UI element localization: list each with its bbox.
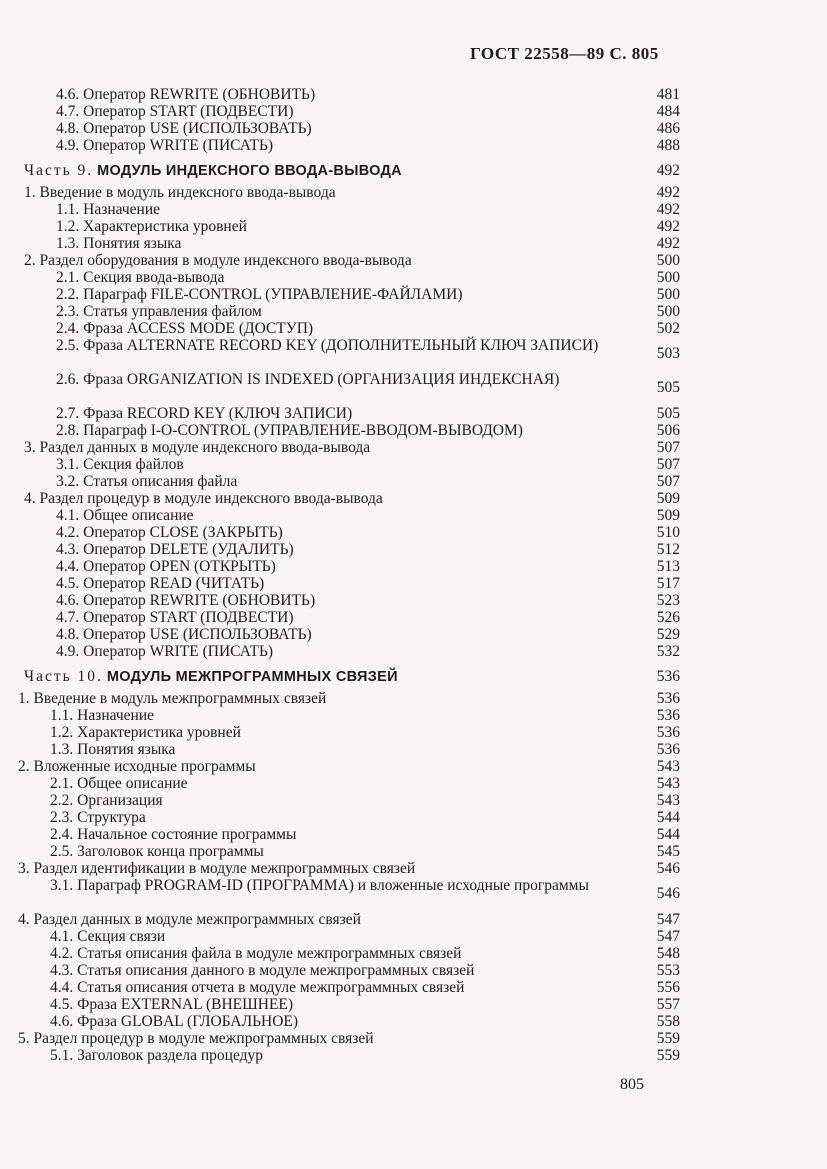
toc-entry-page: 505 [656,379,680,396]
toc-entry-page: 559 [656,1030,680,1047]
toc-entry [0,120,827,137]
toc-entry-title: 4.5. Фраза EXTERNAL (ВНЕШНЕЕ) [50,996,294,1013]
toc-entry-page: 543 [656,758,680,775]
toc-entry-page: 543 [656,775,680,792]
toc-entry-page: 559 [656,1047,680,1064]
toc-entry [0,558,827,575]
toc-entry-page: 507 [656,473,680,490]
toc-entry [0,541,827,558]
toc-entry-title: 4.5. Оператор READ (ЧИТАТЬ) [56,575,265,592]
toc-entry [0,456,827,473]
toc-entry-title: 1.1. Назначение [56,201,161,218]
toc-entry-title: 4.1. Секция связи [50,928,166,945]
toc-entry-title: 1.2. Характеристика уровней [50,724,241,741]
toc-entry-title: 2.4. Фраза ACCESS MODE (ДОСТУП) [56,320,314,337]
toc-entry-page: 557 [656,996,680,1013]
toc-entry-page: 544 [656,809,680,826]
toc-entry [0,252,827,269]
toc-entry-title: 4.1. Общее описание [56,507,194,524]
toc-entry-page: 500 [656,252,680,269]
toc-entry-title: 4.8. Оператор USE (ИСПОЛЬЗОВАТЬ) [56,626,312,643]
toc-entry [0,996,827,1013]
toc-entry [0,86,827,103]
toc-entry-page: 558 [656,1013,680,1030]
toc-entry-page: 546 [656,885,680,902]
toc-entry [0,758,827,775]
toc-entry [0,626,827,643]
toc-entry-title: 2.5. Фраза ALTERNATE RECORD KEY (ДОПОЛНИТЕЛЬНЫЙ КЛЮЧ ЗАПИСИ) [56,337,599,354]
toc-entry [0,507,827,524]
toc-entry-page: 502 [656,320,680,337]
toc-entry [0,1030,827,1047]
toc-part-title [24,664,398,690]
toc-entry-title: 2.1. Секция ввода-вывода [56,269,225,286]
toc-entry-page: 547 [656,911,680,928]
toc-entry-page: 486 [656,120,680,137]
toc-entry-title: 3.1. Секция файлов [56,456,184,473]
toc-entry-page: 532 [656,643,680,660]
toc-entry [0,860,827,877]
toc-entry-page: 500 [656,286,680,303]
toc-entry-page: 492 [656,218,680,235]
toc-entry-page: 510 [656,524,680,541]
toc-entry-title: 3. Раздел идентификации в модуле межпрограммных связей [18,860,416,877]
toc-entry-title: 4.9. Оператор WRITE (ПИСАТЬ) [56,643,274,660]
toc-entry [0,405,827,422]
toc-entry [0,490,827,507]
toc-entry [0,843,827,860]
toc-entry-title: 2.3. Статья управления файлом [56,303,262,320]
toc-entry-page: 507 [656,439,680,456]
toc-entry [0,945,827,962]
toc-entry-title: 1. Введение в модуль межпрограммных связей [18,690,327,707]
toc-entry-page: 536 [656,707,680,724]
toc-entry [0,218,827,235]
toc-entry-title: 3. Раздел данных в модуле индексного ввода-вывода [24,439,371,456]
toc-part-heading [0,158,827,184]
toc-entry [0,741,827,758]
toc-entry [0,235,827,252]
toc-entry-title: 2.3. Структура [50,809,146,826]
toc-entry-page: 492 [656,201,680,218]
toc-entry-title: 2.6. Фраза ORGANIZATION IS INDEXED (ОРГАНИЗАЦИЯ ИНДЕКСНАЯ) [56,371,560,388]
toc-entry-title: 1.2. Характеристика уровней [56,218,247,235]
toc-entry [0,303,827,320]
toc-entry-title: 5. Раздел процедур в модуле межпрограммных связей [18,1030,374,1047]
toc-entry-title: 5.1. Заголовок раздела процедур [50,1047,264,1064]
toc-entry [0,473,827,490]
toc-entry [0,184,827,201]
toc-entry [0,707,827,724]
toc-entry-page: 536 [656,741,680,758]
toc-entry [0,337,827,371]
toc-entry [0,911,827,928]
toc-entry [0,137,827,154]
toc-entry-page: 507 [656,456,680,473]
toc-entry-page: 556 [656,979,680,996]
toc-entry-title: 4.6. Оператор REWRITE (ОБНОВИТЬ) [56,592,316,609]
toc-entry-page: 543 [656,792,680,809]
toc-entry-page: 545 [656,843,680,860]
toc-entry-page: 505 [656,405,680,422]
toc-entry-page: 523 [656,592,680,609]
toc-entry-title: 2.5. Заголовок конца программы [50,843,264,860]
toc-entry-title: 2.2. Параграф FILE-CONTROL (УПРАВЛЕНИЕ-ФАЙЛАМИ) [56,286,463,303]
toc-entry-title: 1.1. Назначение [50,707,155,724]
toc-entry-page: 506 [656,422,680,439]
toc-entry [0,775,827,792]
toc-entry [0,201,827,218]
toc-entry-page: 509 [656,507,680,524]
toc-entry-title: 1.3. Понятия языка [56,235,182,252]
toc-entry [0,979,827,996]
toc-entry-title: 4.2. Оператор CLOSE (ЗАКРЫТЬ) [56,524,283,541]
toc-entry-page: 481 [656,86,680,103]
toc-entry-page: 500 [656,269,680,286]
toc-entry-title: 4.2. Статья описания файла в модуле межпрограммных связей [50,945,462,962]
toc-entry-title: 4.8. Оператор USE (ИСПОЛЬЗОВАТЬ) [56,120,312,137]
toc-entry [0,809,827,826]
toc-entry-page: 513 [656,558,680,575]
running-header: ГОСТ 22558—89 С. 805 [470,44,659,63]
toc-entry-page: 546 [656,860,680,877]
toc-entry-page: 536 [656,668,680,685]
toc-entry-title: 2.8. Параграф I-O-CONTROL (УПРАВЛЕНИЕ-ВВОДОМ-ВЫВОДОМ) [56,422,523,439]
toc-entry-page: 547 [656,928,680,945]
part-name: МОДУЛЬ ИНДЕКСНОГО ВВОДА-ВЫВОДА [97,163,402,179]
toc-entry [0,592,827,609]
toc-entry-page: 492 [656,235,680,252]
toc-entry [0,792,827,809]
toc-entry [0,524,827,541]
toc-entry-title: 4. Раздел процедур в модуле индексного ввода-вывода [24,490,383,507]
toc-entry [0,962,827,979]
toc-entry-title: 2.7. Фраза RECORD KEY (КЛЮЧ ЗАПИСИ) [56,405,353,422]
part-label: Часть 9. [24,162,94,179]
page-number: 805 [620,1076,644,1093]
part-name: МОДУЛЬ МЕЖПРОГРАММНЫХ СВЯЗЕЙ [106,669,398,685]
toc-entry-page: 492 [656,162,680,179]
toc-entry [0,724,827,741]
toc-entry [0,928,827,945]
toc-entry-page: 553 [656,962,680,979]
toc-entry [0,826,827,843]
toc-entry-title: 4.7. Оператор START (ПОДВЕСТИ) [56,103,294,120]
toc-entry [0,269,827,286]
toc-entry-page: 503 [656,345,680,362]
toc-entry-title: 4.7. Оператор START (ПОДВЕСТИ) [56,609,294,626]
toc-entry [0,439,827,456]
toc-entry-page: 488 [656,137,680,154]
toc-entry-title: 3.1. Параграф PROGRAM-ID (ПРОГРАММА) и вложенные исходные программы [50,877,589,894]
toc-entry-title: 1.3. Понятия языка [50,741,176,758]
toc-entry-page: 526 [656,609,680,626]
toc-entry-title: 3.2. Статья описания файла [56,473,238,490]
toc-entry [0,643,827,660]
toc-entry-title: 4.6. Фраза GLOBAL (ГЛОБАЛЬНОЕ) [50,1013,299,1030]
toc-entry-page: 492 [656,184,680,201]
toc-entry-title: 4. Раздел данных в модуле межпрограммных связей [18,911,361,928]
toc-entry-title: 4.9. Оператор WRITE (ПИСАТЬ) [56,137,274,154]
table-of-contents [0,86,827,1064]
toc-entry-page: 529 [656,626,680,643]
toc-entry [0,1047,827,1064]
toc-entry-page: 536 [656,724,680,741]
toc-entry-page: 484 [656,103,680,120]
toc-entry-title: 2. Вложенные исходные программы [18,758,256,775]
toc-entry-title: 2.1. Общее описание [50,775,188,792]
toc-entry [0,320,827,337]
toc-entry-title: 2. Раздел оборудования в модуле индексного ввода-вывода [24,252,412,269]
toc-entry [0,690,827,707]
toc-entry [0,286,827,303]
toc-entry [0,103,827,120]
toc-entry [0,609,827,626]
toc-part-title [24,158,402,184]
part-label: Часть 10. [24,668,103,685]
toc-entry-title: 2.2. Организация [50,792,163,809]
toc-entry [0,575,827,592]
toc-entry-page: 500 [656,303,680,320]
toc-entry-title: 4.3. Оператор DELETE (УДАЛИТЬ) [56,541,294,558]
toc-entry-title: 1. Введение в модуль индексного ввода-вывода [24,184,336,201]
toc-part-heading [0,664,827,690]
toc-entry-page: 548 [656,945,680,962]
toc-entry-title: 4.4. Оператор OPEN (ОТКРЫТЬ) [56,558,276,575]
toc-entry-title: 4.3. Статья описания данного в модуле межпрограммных связей [50,962,475,979]
toc-entry-title: 2.4. Начальное состояние программы [50,826,297,843]
toc-entry [0,1013,827,1030]
toc-entry [0,877,827,911]
toc-entry-page: 512 [656,541,680,558]
toc-entry-title: 4.4. Статья описания отчета в модуле межпрограммных связей [50,979,465,996]
toc-entry [0,422,827,439]
toc-entry-page: 536 [656,690,680,707]
toc-entry-page: 509 [656,490,680,507]
toc-entry-title: 4.6. Оператор REWRITE (ОБНОВИТЬ) [56,86,316,103]
toc-entry-page: 544 [656,826,680,843]
toc-entry [0,371,827,405]
toc-entry-page: 517 [656,575,680,592]
